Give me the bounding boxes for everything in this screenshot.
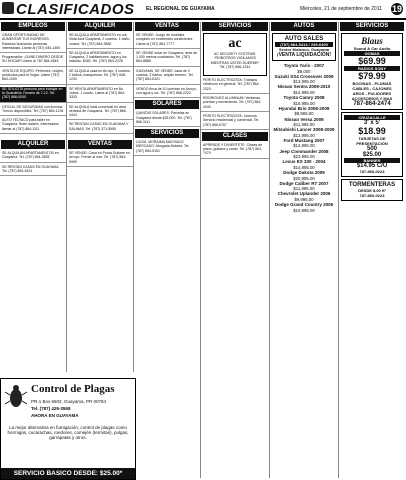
plagas-desc: La mejor alternativa en fumigación, control de plagas como hormigas, cucarachas, roedores, comején (termitas), pulgas, garrapatas y otros. xyxy=(7,425,129,440)
servicios-header: SERVICIOS xyxy=(202,22,268,31)
flag-icon xyxy=(2,2,14,14)
column-servicios2 xyxy=(339,22,405,478)
alquiler-ad: SE ALQUILA local comercial en área céntrica de Guayama. Tel. (787) 866-4444 xyxy=(67,105,133,121)
servicios-ad: PERITO ELECTRICISTA: Trabajos eléctricos en general. Tel. (787) 864-2323 xyxy=(201,78,269,94)
car-price: $14,995.00 xyxy=(293,89,315,95)
cruzacalle-ad xyxy=(341,112,403,177)
dealer-name: AUTO SALES xyxy=(284,36,324,42)
alquiler-lower-ad: SE ALQUILAN APARTAMENTOS en Guayama. Tel. (787) 864-3535 xyxy=(0,151,66,163)
car-price: $9,995.00 xyxy=(294,196,314,202)
tormenteras-ad xyxy=(341,179,403,201)
car-price: $10,995.00 xyxy=(293,207,315,213)
car-name: Nissan Versa 2009 xyxy=(284,116,324,122)
car-price: $11,995.00 xyxy=(293,186,315,192)
car-name: Lexus ES 330 - 2004 xyxy=(282,159,326,165)
car-name: Dodge Dakota 2009 xyxy=(283,170,325,176)
alquiler-ad: SE RENTAN CASAS EN GUAYAMA Y SALINAS. Tel. (787) 371-5555 xyxy=(67,122,133,134)
car-name: Dodge Caliber RT 2007 xyxy=(279,180,329,186)
banner-price: $14.95 C/U xyxy=(356,163,388,169)
postcard-qty: 500 xyxy=(366,146,377,152)
car-name: Mitsubishi Lancer 2008-2009 xyxy=(273,127,335,133)
car-price: $20,995.00 xyxy=(293,175,315,181)
plagas-ad xyxy=(0,378,136,480)
alquiler-ad: SE ALQUILA casa en Arroyo, 3 cuartos, 2 baños, marquesina. Tel. (787) 608-1234 xyxy=(67,69,133,85)
car-name: Chevrolet Uplander 2006 xyxy=(277,191,331,197)
clases-header: CLASES xyxy=(202,132,268,141)
solares-header: SOLARES xyxy=(135,100,199,109)
blaus-phone: 787-864-2474 xyxy=(353,101,391,107)
plagas-title: Control de Plagas xyxy=(31,383,115,395)
plagas-footer: SERVICIO BASICO DESDE: $25.00* xyxy=(1,468,135,479)
column-servicios xyxy=(201,22,270,478)
sale-banner: ¡VENTA LIQUIDACIÓN! xyxy=(276,52,332,58)
car-price: $9,000 xyxy=(297,68,311,74)
ventas2-header: VENTAS xyxy=(68,140,132,149)
car-price: $13,995.00 xyxy=(293,132,315,138)
blaus-price: $69.99 xyxy=(358,56,386,66)
ventas-header: VENTAS xyxy=(135,22,199,31)
dealer-box xyxy=(272,33,336,61)
postcard-price: $25.00 xyxy=(362,152,382,158)
blaus-item: ACCESORIOS Y MAS xyxy=(351,96,393,101)
tormenteras-label: TORMENTERAS xyxy=(348,182,396,188)
car-price: $14,995.00 xyxy=(293,143,315,149)
car-price: $16,995.00 xyxy=(293,100,315,106)
car-price: $11,995.00 xyxy=(293,122,315,128)
plagas-address: PR-1 Box 6602, Guayama, PR 00784 xyxy=(31,399,107,404)
car-price: $23,995.00 xyxy=(293,154,315,160)
plagas-tel: Tel. (787) 429-3558 xyxy=(31,406,71,411)
car-price: $14,995.00 xyxy=(293,164,315,170)
car-name: Toyota Yaris - 2007 xyxy=(283,63,325,68)
alquiler-ad: SE RENTA APARTAMENTO en Bo. Jobos. 1 cuarto. Llame al (787) 864-3333 xyxy=(67,87,133,103)
blaus-item: GOMAS xyxy=(344,51,400,56)
blaus-logo: Blaus xyxy=(361,36,383,46)
phone-2: 787-866-0223 xyxy=(359,169,385,174)
column-alquiler xyxy=(67,22,134,372)
servicios2-header: SERVICIOS xyxy=(340,22,404,31)
cruzacalle-price: $18.99 xyxy=(358,126,386,136)
header-bar xyxy=(0,0,406,20)
column-ventas xyxy=(134,22,201,478)
servicios-ad: PERITO ELECTRICISTA: Licencia. Servicio residencial y comercial. Tel. (787) 866-6767 xyxy=(201,114,269,130)
alquiler-ad: SE ALQUILA APARTAMENTO en Guayama, 2 habitaciones, agua y luz incluido. $450. Tel. (787) 864-2225 xyxy=(67,51,133,67)
empleos-ad: GRAN OPORTUNIDAD DE AUMENTAR TUS INGRESOS. Estamos buscando personas interesadas. Llame al (787) 545-1450 xyxy=(0,33,66,53)
publication-name: EL REGIONAL DE GUAYAMA xyxy=(146,6,215,12)
empleos-ad: OFICIAL DE SEGURIDAD con licencia. Turnos disponibles. Tel. (787) 864-1234 xyxy=(0,105,66,117)
empleos-ad: AUTO TECNICO para taller en Guayama. Buen salario. Interesados llamar al (787) 864-1111 xyxy=(0,118,66,134)
car-price: $9,995.00 xyxy=(294,111,314,117)
car-name: Ford Mustang 2007 xyxy=(283,137,325,143)
blaus-ad xyxy=(341,33,403,110)
section-title: CLASIFICADOS xyxy=(16,1,135,18)
servicios-mid-header: SERVICIOS xyxy=(135,129,199,138)
empleos-ad-highlight: SE SOLICITA persona para trabajar en la Guardería. Horario de 7-12. Tel. (787) 866-0000 xyxy=(0,87,66,103)
solares-ad: QUINTAS SOLARES: Parcelas en Guayama desde $25,000. Tel. (787) 866-1111 xyxy=(134,111,200,127)
plagas-location: AHORA EN GUAYAMA xyxy=(31,413,79,418)
car-name: Suzuki SX4 Crossover 2009 xyxy=(274,73,334,79)
tormenteras-phone: 787-866-0223 xyxy=(359,193,385,198)
postcard-label: TARJETAS DE PRESENTACION xyxy=(356,136,388,146)
car-list xyxy=(270,63,338,213)
security-ad-text: AC SECURITY SYSTEMS: *ROBOTROS VIGILAMOS MIENTRAS USTED DUERME* Tel. (787) 866-1234 xyxy=(210,52,260,69)
publication-date: Miércoles, 21 de septiembre de 2011 xyxy=(300,6,382,12)
car-name: Jeep Commander 2008 xyxy=(279,148,329,154)
car-name: Hyundai Brio 2008-2009 xyxy=(278,105,330,111)
page-number: 19 xyxy=(391,4,402,14)
cruzacalle-size: 3' x 5' xyxy=(363,120,381,126)
alquiler-lower-ad: SE RENTAN CASAS EN GUAYAMA. Tel. (787) 864-6161 xyxy=(0,165,66,177)
servicios-ad: RODRIGUEZ ALUMINUM: Ventanas, puertas y tormenteras. Tel. (787) 864-4040 xyxy=(201,96,269,112)
car-name: Dodge Grand Country 2006 xyxy=(274,202,334,208)
blaus-item: RADIOS SONY xyxy=(344,66,400,71)
empleos-ad: VENTA DE EQUIPO: Perfumes, relojes, productos para el hogar. Llame (787) 864-1000 xyxy=(0,69,66,85)
blaus-item: CABLES - CAJONES xyxy=(352,86,392,91)
column-autos xyxy=(270,22,339,478)
empleos-header: EMPLEOS xyxy=(1,22,65,31)
ventas-ad: SE VENDE: Juego de muebles completo en excelentes condiciones. Llame al (787) 864-7777 xyxy=(134,33,200,49)
clases-ad: APRENDE Y DIVIERTETE: Clases de piano, guitarra y canto. Tel. (787) 864-7070 xyxy=(201,143,269,159)
cruzacalle-label: CRUZACALLE xyxy=(344,115,400,120)
dealer-location: Sector Molanco, Guayama xyxy=(278,47,329,52)
security-logo: ac xyxy=(228,36,242,51)
servicios-mid-ad: LICDA. MORAIMA MACHADO MERCADO: Abogada-Notaria. Tel. (787) 864-5151 xyxy=(134,140,200,156)
alquiler-ad: SE ALQUILA APARTAMENTO en urb. Vista Azul Guayama, 2 cuartos, 1 baño, cocina. Tel. (787) 864-9582 xyxy=(67,33,133,49)
empleos-ad: Programador: ¡GANE DINERO DESDE SU HOGAR! Llame al 787 864-4545 xyxy=(0,55,66,67)
blaus-price: $79.99 xyxy=(358,71,386,81)
security-ad xyxy=(203,33,267,76)
banner-label: BANNER xyxy=(344,158,400,163)
tormenteras-price: DESDE $.00 ft² xyxy=(358,188,386,193)
bug-icon xyxy=(5,383,27,409)
blaus-item: BOCINAS - PLUMAS xyxy=(352,81,392,86)
ventas-ad: GUAYAMA, SE VENDE: casa de 3 cuartos, 2 baños, amplio terreno. Tel. (787) 864-6321 xyxy=(134,69,200,85)
blaus-tagline: Sound & Car Audio xyxy=(353,46,391,51)
ventas-lower-ad: SE VENDE: Casa en Punta Guilarte en Arroyo. Frente al mar. Tel. (787) 864-9999 xyxy=(67,151,133,167)
autos-header: AUTOS xyxy=(271,22,337,31)
alquiler-header: ALQUILER xyxy=(68,22,132,31)
dealer-phone: (787) 864-5414 / 239-6400 xyxy=(275,42,333,47)
column-empleos xyxy=(0,22,67,372)
ventas-ad: SE VENDE solar en Guayama, área de 1,000 metros cuadrados. Tel. (787) 864-8888 xyxy=(134,51,200,67)
car-price: $13,995.00 xyxy=(293,79,315,85)
blaus-item: AROS - PULIDORES xyxy=(352,91,392,96)
ventas-ad: VENDO finca de 10 cuerdas en Arroyo, con agua y luz. Tel. (787) 866-2222 xyxy=(134,87,200,99)
alquiler-lower-header: ALQUILER xyxy=(1,140,65,149)
car-name: Nissan Sentra 2009-2010 xyxy=(277,84,331,90)
car-name: Toyota Camry 2008 xyxy=(283,95,325,101)
